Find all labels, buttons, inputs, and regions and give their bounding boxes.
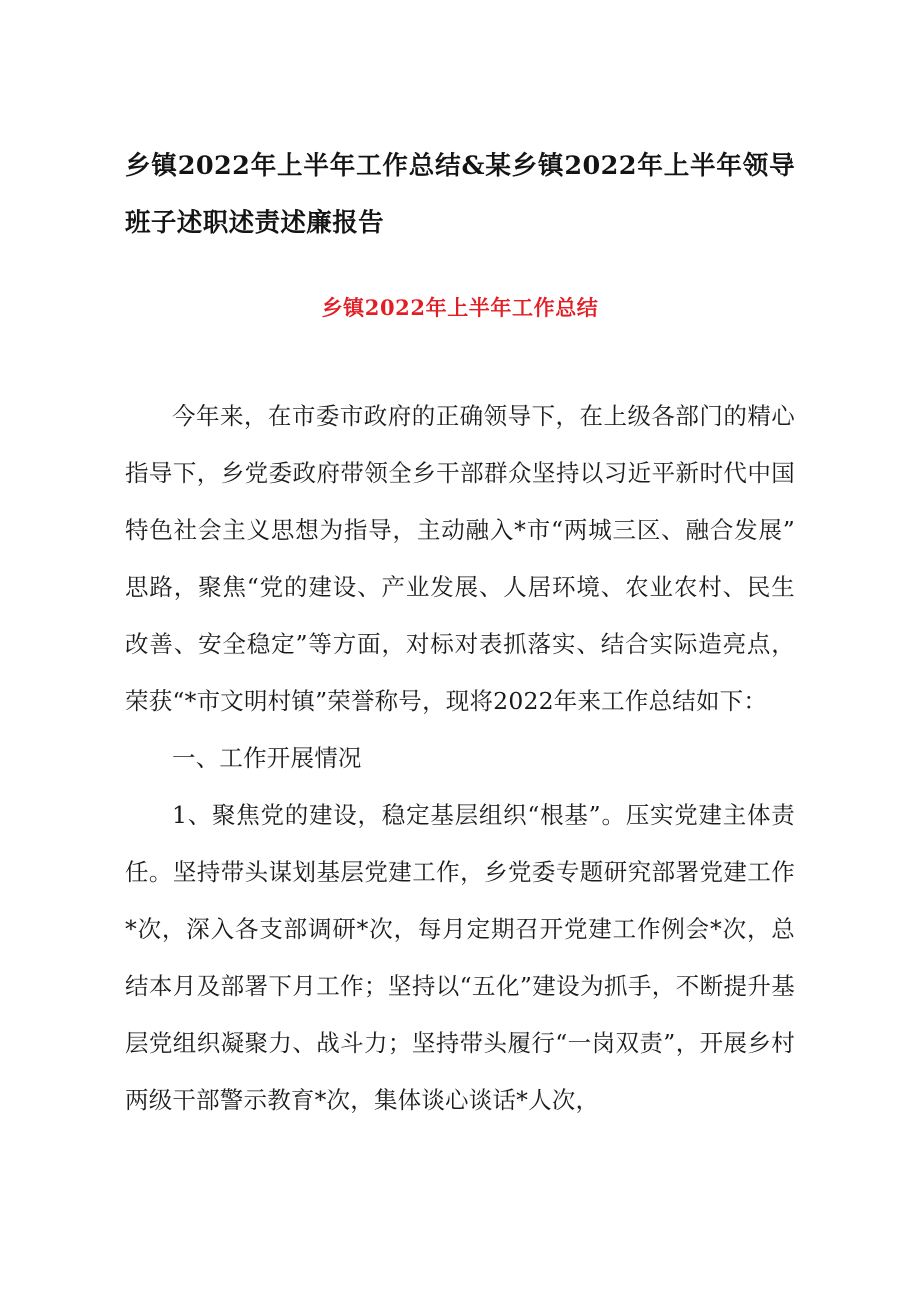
- document-subtitle: [125, 252, 795, 325]
- document-title: [125, 0, 795, 252]
- document-subtitle-text: 乡镇2022年上半年工作总结: [321, 295, 599, 320]
- intro-paragraph: [125, 388, 795, 730]
- section-heading-1: [125, 730, 795, 787]
- intro-paragraph-text: 今年来，在市委市政府的正确领导下，在上级各部门的精心指导下，乡党委政府带领全乡干部群众坚持以习近平新时代中国特色社会主义思想为指导，主动融入*市“两城三区、融合发展”思路，聚焦“党的建设、产业发展、人居环境、农业农村、民生改善、安全稳定”等方面，对标对表抓落实、结合实际造亮点，荣获“*市文明村镇”荣誉称号，现将2022年来工作总结如下：: [125, 402, 795, 715]
- document-title-text: 乡镇2022年上半年工作总结&某乡镇2022年上半年领导班子述职述责述廉报告: [125, 151, 795, 238]
- item-paragraph-1: [125, 787, 795, 1129]
- document-body: [125, 325, 795, 1129]
- item-paragraph-1-text: 1、聚焦党的建设，稳定基层组织“根基”。压实党建主体责任。坚持带头谋划基层党建工作，乡党委专题研究部署党建工作*次，深入各支部调研*次，每月定期召开党建工作例会*次，总结本月及部署下月工作；坚持以“五化”建设为抓手，不断提升基层党组织凝聚力、战斗力；坚持带头履行“一岗双责”，开展乡村两级干部警示教育*次，集体谈心谈话*人次，: [125, 801, 795, 1114]
- section-heading-1-text: 一、工作开展情况: [172, 744, 362, 772]
